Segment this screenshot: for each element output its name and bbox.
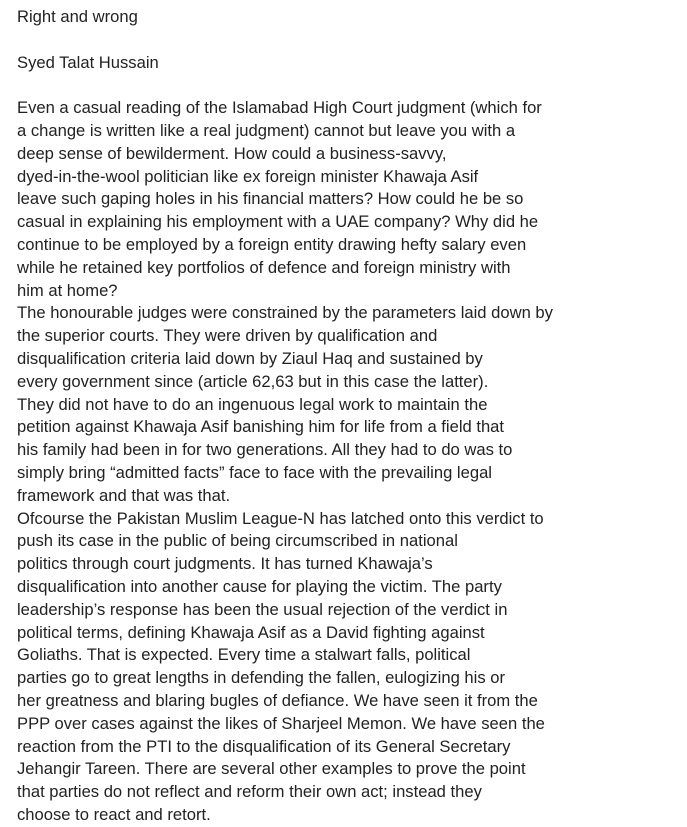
paragraph-1	[17, 97, 682, 302]
body-line: petition against Khawaja Asif banishing him for life from a field that	[17, 417, 505, 437]
body-line: Ofcourse the Pakistan Muslim League-N has latched onto this verdict to	[17, 508, 544, 528]
body-line: politics through court judgments. It has turned Khawaja’s	[17, 554, 433, 574]
article-body	[17, 97, 682, 827]
article-title: Right and wrong	[17, 7, 138, 26]
body-line: every government since (article 62,63 but in this case the latter).	[17, 371, 489, 391]
body-line: deep sense of bewilderment. How could a business-savvy,	[17, 143, 447, 163]
body-line: choose to react and retort.	[17, 804, 211, 824]
body-line: They did not have to do an ingenuous legal work to maintain the	[17, 394, 488, 414]
body-line: Goliaths. That is expected. Every time a stalwart falls, political	[17, 645, 471, 665]
body-line: continue to be employed by a foreign entity drawing hefty salary even	[17, 234, 527, 254]
article-document	[17, 6, 682, 827]
body-line: simply bring “admitted facts” face to face with the prevailing legal	[17, 462, 492, 482]
body-line: leave such gaping holes in his financial matters? How could he be so	[17, 189, 524, 209]
body-line: The honourable judges were constrained by the parameters laid down by	[17, 303, 553, 323]
article-author: Syed Talat Hussain	[17, 52, 159, 72]
body-line: political terms, defining Khawaja Asif as a David fighting against	[17, 622, 485, 642]
body-line: disqualification into another cause for playing the victim. The party	[17, 576, 502, 596]
body-line: Even a casual reading of the Islamabad High Court judgment (which for	[17, 98, 542, 118]
body-line: Jehangir Tareen. There are several other examples to prove the point	[17, 759, 526, 779]
body-line: PPP over cases against the likes of Sharjeel Memon. We have seen the	[17, 713, 545, 733]
body-line: disqualification criteria laid down by Ziaul Haq and sustained by	[17, 348, 483, 368]
body-line: parties go to great lengths in defending the fallen, eulogizing his or	[17, 668, 506, 688]
body-line: dyed-in-the-wool politician like ex foreign minister Khawaja Asif	[17, 166, 479, 186]
body-line: the superior courts. They were driven by qualification and	[17, 326, 438, 346]
body-line: push its case in the public of being circumscribed in national	[17, 531, 458, 551]
body-line: leadership’s response has been the usual rejection of the verdict in	[17, 599, 508, 619]
body-line: her greatness and blaring bugles of defiance. We have seen it from the	[17, 690, 538, 710]
body-line: reaction from the PTI to the disqualification of its General Secretary	[17, 736, 511, 756]
body-line: framework and that was that.	[17, 485, 231, 505]
paragraph-2	[17, 302, 682, 507]
body-line: him at home?	[17, 280, 118, 300]
body-line: casual in explaining his employment with a UAE company? Why did he	[17, 212, 539, 232]
body-line: a change is written like a real judgment) cannot but leave you with a	[17, 120, 516, 140]
body-line: his family had been in for two generations. All they had to do was to	[17, 440, 513, 460]
body-line: that parties do not reflect and reform their own act; instead they	[17, 782, 482, 802]
body-line: while he retained key portfolios of defence and foreign ministry with	[17, 257, 511, 277]
paragraph-3	[17, 508, 682, 827]
